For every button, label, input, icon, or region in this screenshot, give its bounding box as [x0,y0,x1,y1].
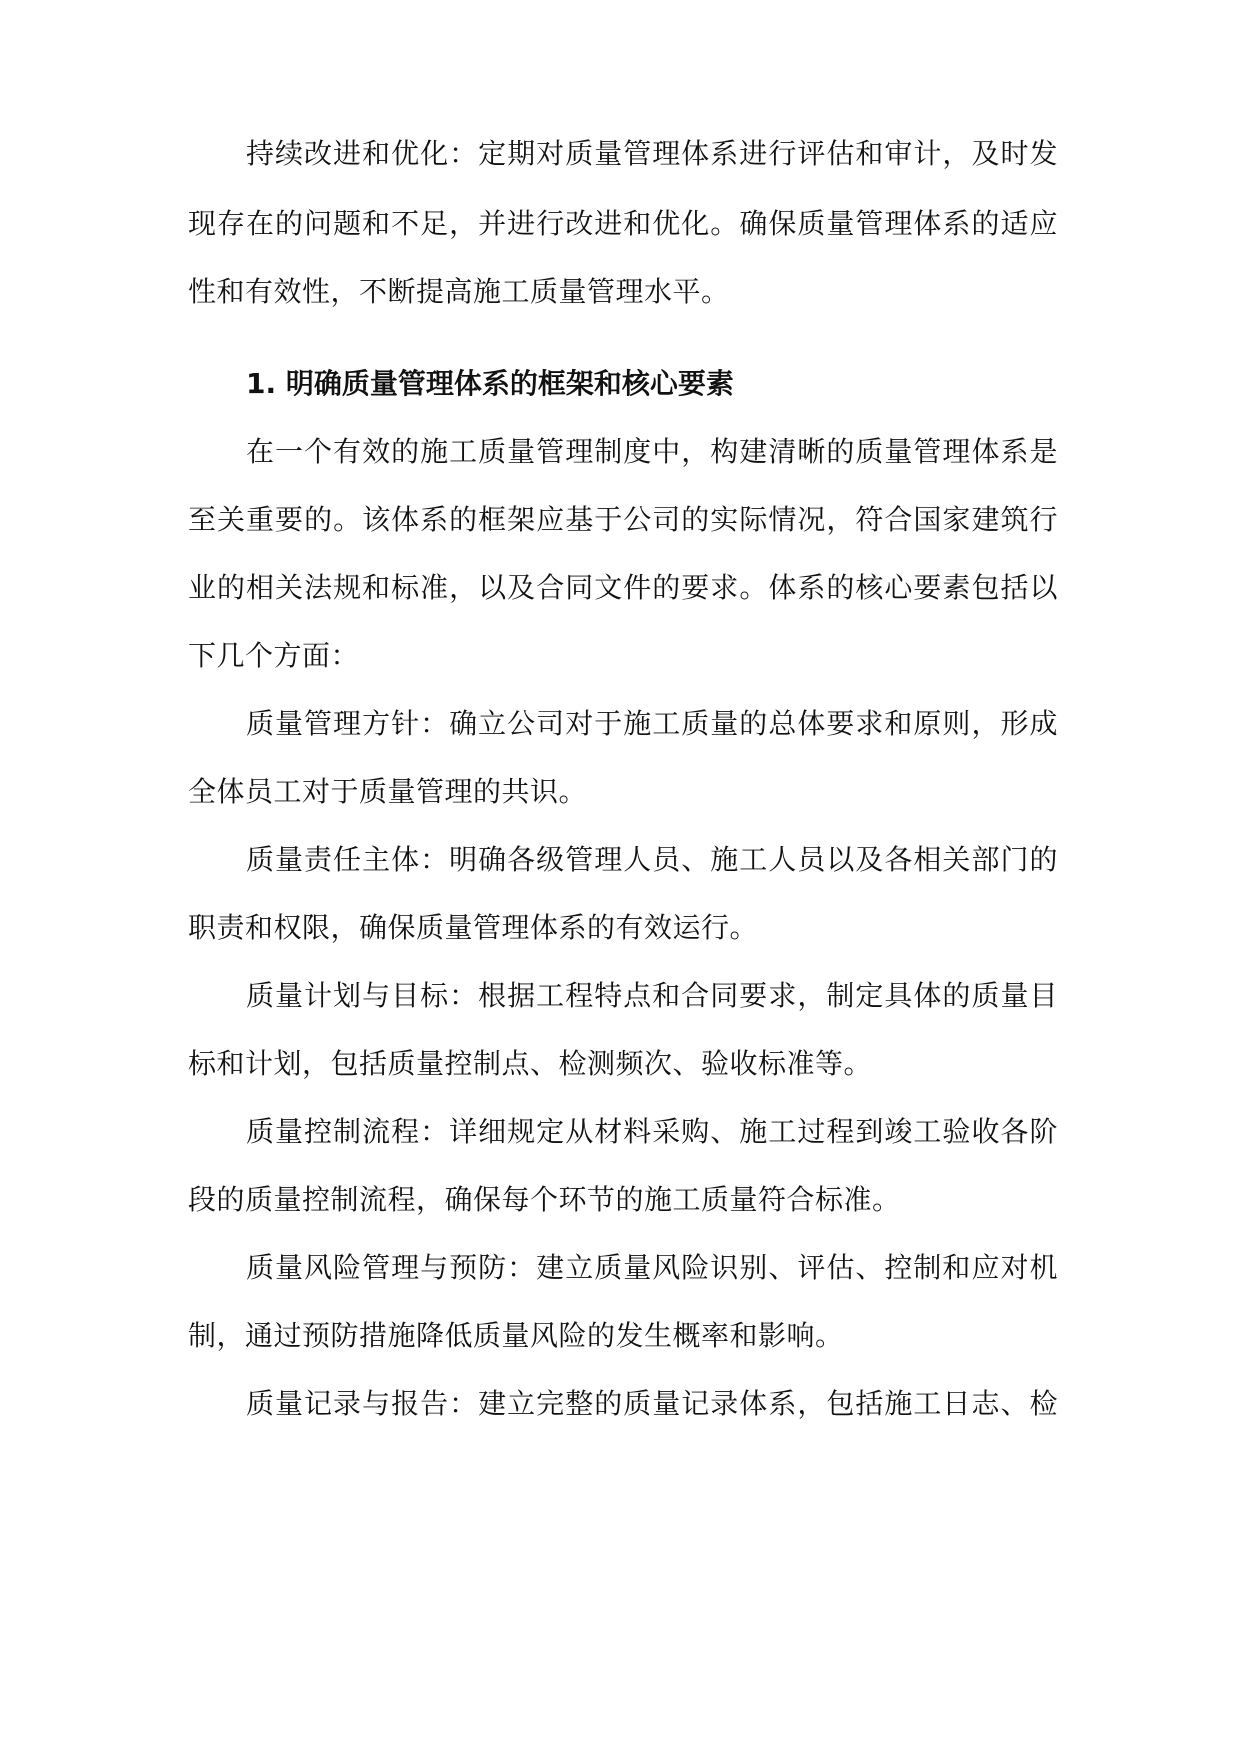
list-item-line: 职责和权限，确保质量管理体系的有效运行。 [188,911,759,944]
list-item-line: 质量风险管理与预防：建立质量风险识别、评估、控制和应对机 [246,1251,1058,1284]
list-item-line: 质量计划与目标：根据工程特点和合同要求，制定具体的质量目 [246,979,1058,1012]
list-item-line: 制，通过预防措施降低质量风险的发生概率和影响。 [188,1319,844,1352]
list-item-line: 质量控制流程：详细规定从材料采购、施工过程到竣工验收各阶 [246,1115,1058,1148]
paragraph-line: 至关重要的。该体系的框架应基于公司的实际情况，符合国家建筑行 [188,503,1058,536]
section-heading: 1. 明确质量管理体系的框架和核心要素 [246,367,734,400]
paragraph-line: 持续改进和优化：定期对质量管理体系进行评估和审计，及时发 [246,137,1058,170]
list-item-line: 质量责任主体：明确各级管理人员、施工人员以及各相关部门的 [246,843,1058,876]
list-item-line: 质量记录与报告：建立完整的质量记录体系，包括施工日志、检 [246,1387,1058,1420]
paragraph-line: 在一个有效的施工质量管理制度中，构建清晰的质量管理体系是 [246,435,1058,468]
list-item-line: 段的质量控制流程，确保每个环节的施工质量符合标准。 [188,1183,901,1216]
list-item-line: 全体员工对于质量管理的共识。 [188,775,588,808]
paragraph-line: 下几个方面： [188,639,360,672]
paragraph-line: 性和有效性，不断提高施工质量管理水平。 [188,275,730,308]
list-item-line: 标和计划，包括质量控制点、检测频次、验收标准等。 [188,1047,873,1080]
paragraph-line: 业的相关法规和标准，以及合同文件的要求。体系的核心要素包括以 [188,571,1058,604]
list-item-line: 质量管理方针：确立公司对于施工质量的总体要求和原则，形成 [246,707,1058,740]
paragraph-line: 现存在的问题和不足，并进行改进和优化。确保质量管理体系的适应 [188,207,1058,240]
